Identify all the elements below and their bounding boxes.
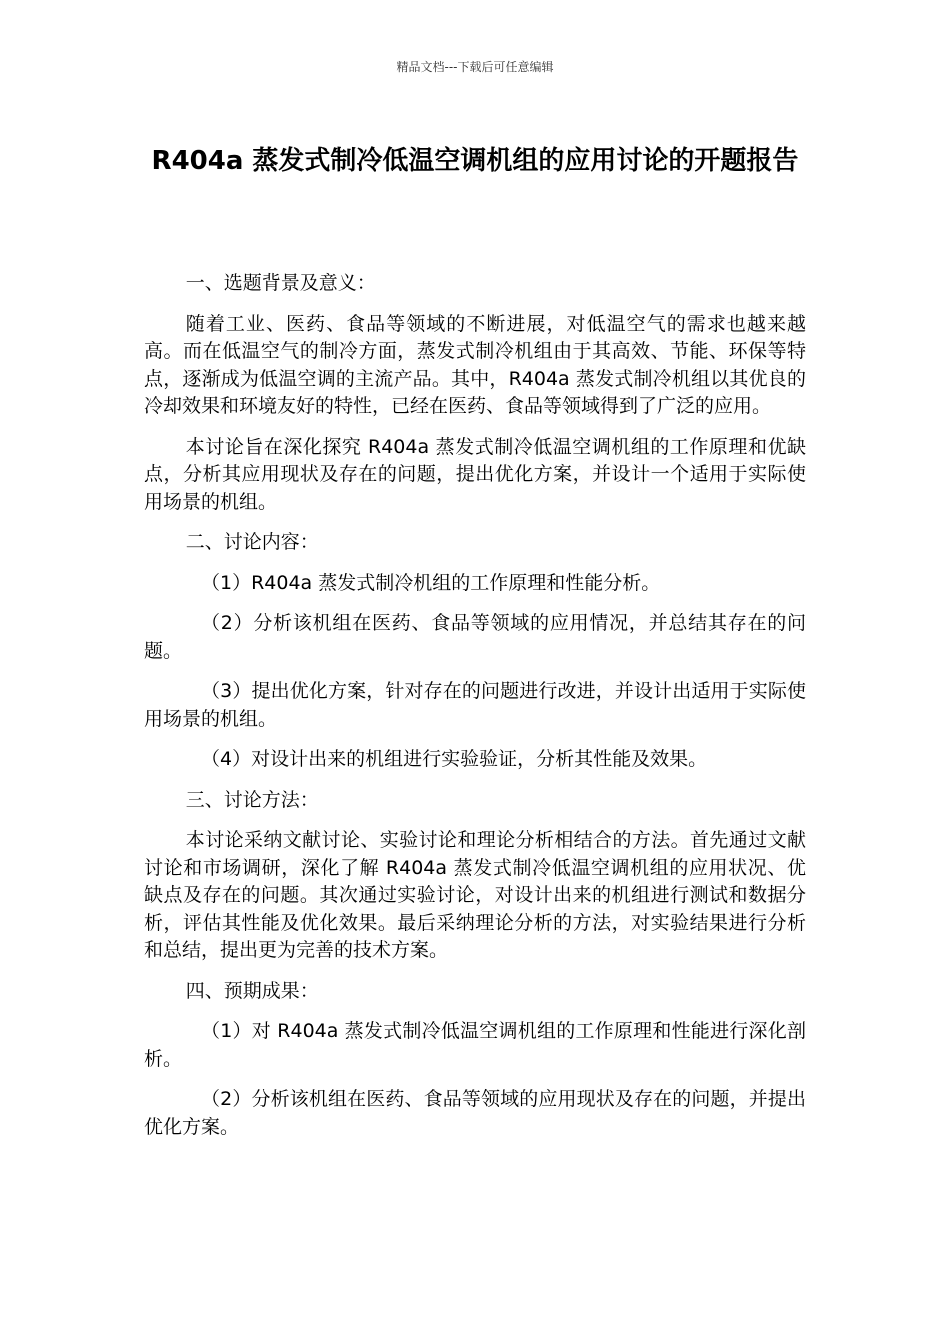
section-heading-method: 三、讨论方法：	[185, 788, 319, 811]
document-title: R404a 蒸发式制冷低温空调机组的应用讨论的开题报告	[151, 146, 799, 176]
paragraph-method: 本讨论采纳文献讨论、实验讨论和理论分析相结合的方法。首先通过文献讨论和市场调研，深化了解 R404a 蒸发式制冷低温空调机组的应用状况、优缺点及存在的问题。其次通过实验讨论，对设计出来的机组进行测试和数据分析，评估其性能及优化效果。最后采纳理论分析的方法，对实验结果进行分析和总结，提出更为完善的技术方案。	[144, 829, 806, 961]
document-body	[144, 270, 806, 1154]
paragraph-background-1: 随着工业、医药、食品等领域的不断进展，对低温空气的需求也越来越高。而在低温空气的制冷方面，蒸发式制冷机组由于其高效、节能、环保等特点，逐渐成为低温空调的主流产品。其中，R404a 蒸发式制冷机组以其优良的冷却效果和环境友好的特性，已经在医药、食品等领域得到了广泛的应用。	[144, 312, 806, 417]
outcome-item-1: （1）对 R404a 蒸发式制冷低温空调机组的工作原理和性能进行深化剖析。	[144, 1020, 806, 1070]
section-heading-outcomes: 四、预期成果：	[185, 979, 319, 1002]
section-heading-content: 二、讨论内容：	[185, 531, 319, 553]
outcome-item-2: （2）分析该机组在医药、食品等领域的应用现状及存在的问题，并提出优化方案。	[144, 1088, 806, 1138]
content-item-4: （4）对设计出来的机组进行实验验证，分析其性能及效果。	[201, 748, 708, 770]
header-note: 精品文档---下载后可任意编辑	[396, 60, 554, 74]
paragraph-background-2: 本讨论旨在深化探究 R404a 蒸发式制冷低温空调机组的工作原理和优缺点，分析其应用现状及存在的问题，提出优化方案，并设计一个适用于实际使用场景的机组。	[144, 435, 806, 513]
content-item-2: （2）分析该机组在医药、食品等领域的应用情况，并总结其存在的问题。	[144, 612, 806, 662]
section-heading-background: 一、选题背景及意义：	[185, 272, 376, 294]
content-item-1: （1）R404a 蒸发式制冷机组的工作原理和性能分析。	[201, 571, 661, 594]
content-item-3: （3）提出优化方案，针对存在的问题进行改进，并设计出适用于实际使用场景的机组。	[144, 680, 806, 730]
